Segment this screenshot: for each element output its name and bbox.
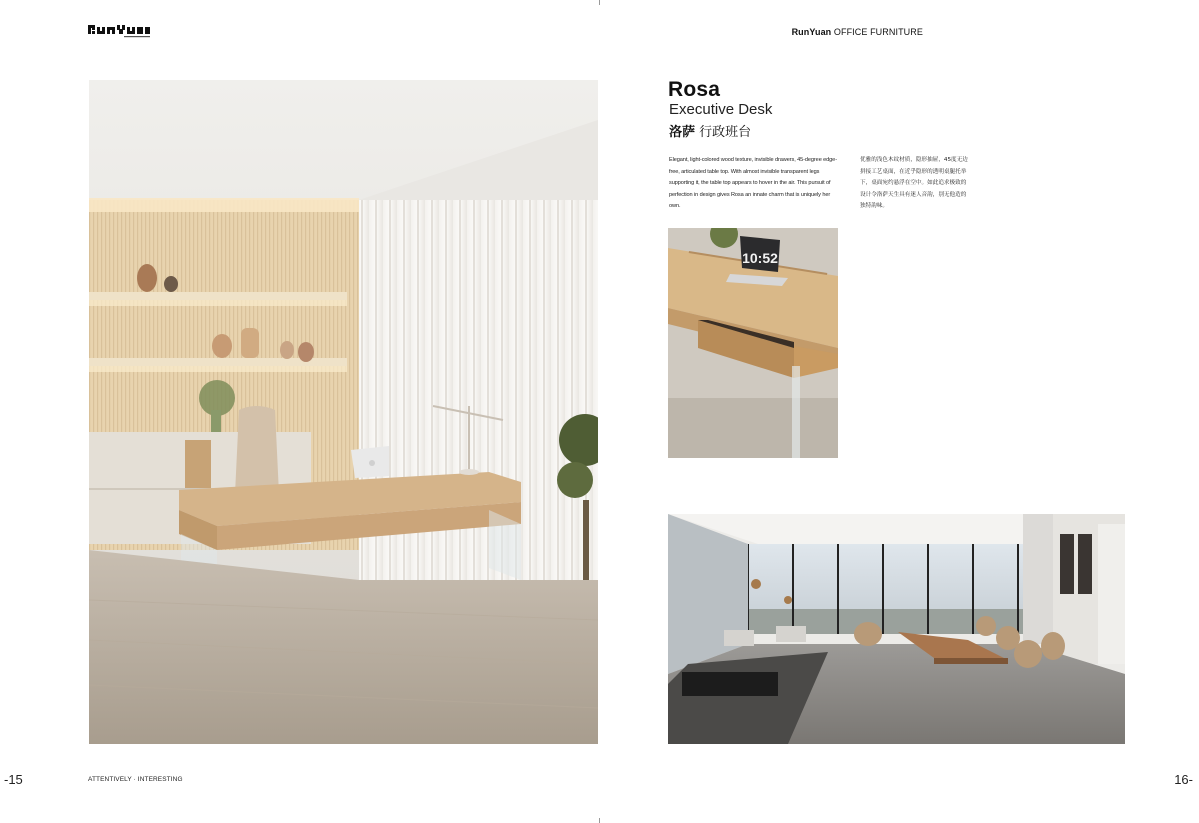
desk-drawer-illustration	[668, 228, 838, 458]
product-name: Rosa	[668, 78, 721, 101]
brand-rest: OFFICE FURNITURE	[833, 27, 923, 37]
executive-office-illustration	[89, 80, 598, 744]
product-title-cn	[669, 121, 751, 140]
description-en: Elegant, light-colored wood texture, invisible drawers, 45-degree edge-free, articulated table top. With almost invisible transparent legs supporting it, the table top appears to hover in the air. This pursuit of perfection in design gives Rosa an innate charm that is uniquely her own.	[669, 157, 837, 210]
page-number-left: -15	[4, 772, 23, 787]
product-type: Executive Desk	[669, 101, 773, 118]
crop-mark-top	[599, 0, 600, 5]
description-cn: 优雅的浅色木纹材质，隐形抽屉，45度无边拼接工艺桌面，在近乎隐形的透明桌腿托举下，桌面宛约悬浮在空中。如此追求极致的设计令洛萨天生具有迷人音韵，别无他造的独特韵味。	[860, 157, 968, 210]
main-photo	[89, 80, 598, 744]
brand-bold: RunYuan	[791, 27, 832, 37]
laptop-clock: 10:52	[742, 250, 778, 266]
page-number-right: 16-	[1174, 772, 1193, 787]
brand-header	[792, 27, 923, 37]
detail-photo	[668, 228, 838, 458]
crop-mark-bottom	[599, 818, 600, 823]
product-type-cn: 行政班台	[699, 125, 752, 140]
conference-room-illustration	[668, 514, 1125, 744]
runyuan-logo	[88, 25, 150, 39]
room-photo	[668, 514, 1125, 744]
product-name-cn: 洛萨	[669, 125, 696, 140]
footer-tagline: ATTENTIVELY · INTERESTING	[88, 776, 183, 783]
